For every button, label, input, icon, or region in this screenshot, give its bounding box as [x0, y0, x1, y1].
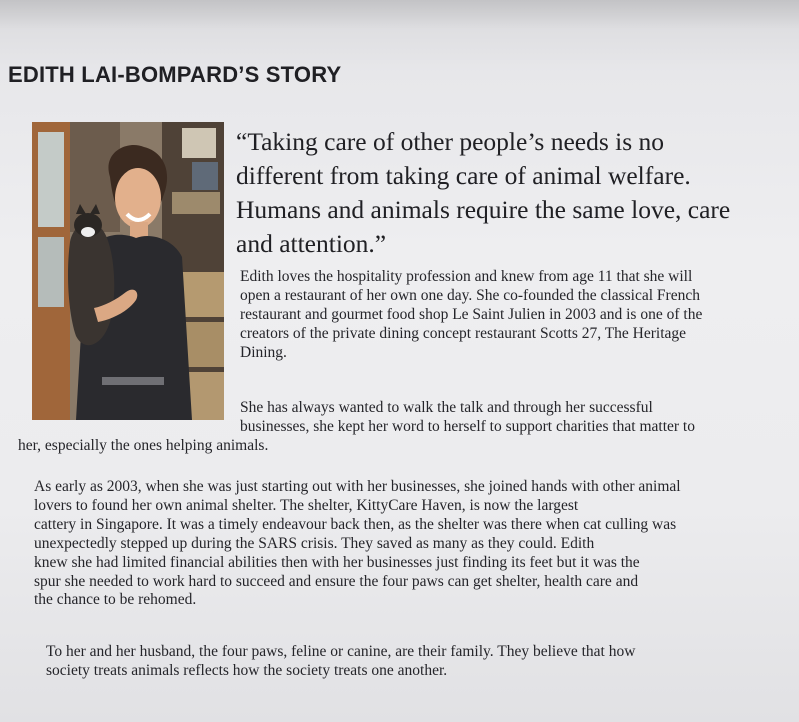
text-line: As early as 2003, when she was just starting out with her businesses, she joined hands with other animal — [34, 478, 681, 495]
quote-line: and attention.” — [236, 228, 387, 258]
pull-quote — [236, 125, 796, 261]
paragraph-shelter — [34, 478, 794, 610]
page-top-shadow — [0, 0, 799, 30]
text-line: Dining. — [240, 343, 287, 361]
text-line: She has always wanted to walk the talk and through her successful — [240, 399, 653, 416]
text-line: society treats animals reflects how the society treats one another. — [46, 661, 448, 679]
portrait-illustration — [32, 122, 224, 420]
paragraph-family — [46, 643, 786, 681]
text-line: creators of the private dining concept restaurant Scotts 27, The Heritage — [240, 324, 687, 342]
text-line: cattery in Singapore. It was a timely endeavour back then, as the shelter was there when cat culling was — [34, 515, 677, 533]
text-line: businesses, she kept her word to herself to support charities that matter to — [240, 417, 695, 435]
portrait-photo — [32, 122, 224, 420]
paragraph-career — [240, 268, 790, 363]
quote-line: different from taking care of animal welfare. — [236, 160, 691, 190]
text-line: restaurant and gourmet food shop Le Saint Julien in 2003 and is one of the — [240, 305, 703, 323]
text-line: Edith loves the hospitality profession and knew from age 11 that she will — [240, 268, 693, 285]
quote-line: Humans and animals require the same love, care — [236, 194, 731, 224]
text-line: unexpectedly stepped up during the SARS crisis. They saved as many as they could. Edith — [34, 534, 595, 552]
story-title: EDITH LAI-BOMPARD’S STORY — [8, 62, 342, 87]
text-line: spur she needed to work hard to succeed and ensure the four paws can get shelter, health care and — [34, 572, 639, 590]
text-line: open a restaurant of her own one day. She co-founded the classical French — [240, 286, 700, 304]
paragraph-charities — [18, 399, 788, 456]
text-line: her, especially the ones helping animals. — [18, 436, 269, 454]
text-line: the chance to be rehomed. — [34, 591, 197, 609]
text-line: knew she had limited financial abilities then with her businesses just finding its feet but it was the — [34, 553, 640, 571]
text-line: lovers to found her own animal shelter. The shelter, KittyCare Haven, is now the largest — [34, 496, 579, 514]
quote-line: “Taking care of other people’s needs is no — [236, 127, 665, 156]
text-line: To her and her husband, the four paws, feline or canine, are their family. They believe that how — [46, 643, 636, 660]
